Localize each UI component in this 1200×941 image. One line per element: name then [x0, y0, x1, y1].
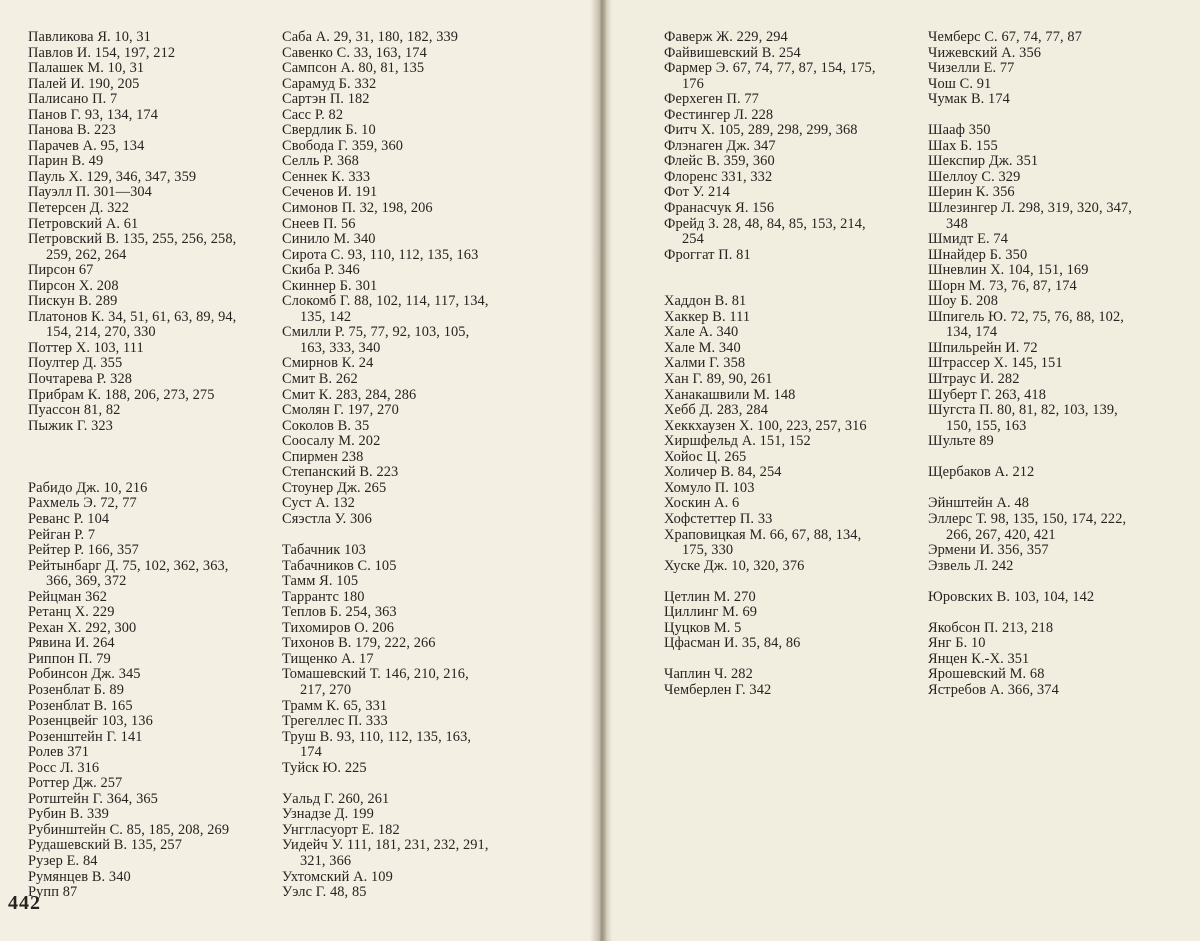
section-gap	[28, 465, 236, 481]
index-entry: Скиба Р. 346	[282, 262, 360, 279]
index-entry: Панов Г. 93, 134, 174	[28, 106, 159, 123]
index-entry: Роттер Дж. 257	[28, 775, 123, 792]
index-entry: Рубин В. 339	[28, 806, 109, 823]
index-entry: Павлов И. 154, 197, 212	[28, 44, 176, 61]
index-entry: Янг Б. 10	[928, 635, 986, 652]
index-entry: Шекспир Дж. 351	[928, 153, 1039, 170]
index-entry: Теплов Б. 254, 363	[282, 604, 397, 621]
index-entry: Шугста П. 80, 81, 82, 103, 139,	[928, 402, 1118, 419]
index-entry: Туйск Ю. 225	[282, 759, 367, 776]
index-entry: Хале А. 340	[664, 324, 739, 341]
index-entry: Храповицкая М. 66, 67, 88, 134,	[664, 526, 862, 543]
index-entry: Флоренс 331, 332	[664, 168, 773, 185]
index-entry: Пирсон Х. 208	[28, 277, 119, 294]
index-entry: Сасс Р. 82	[282, 106, 344, 123]
index-entry: Шуберт Г. 263, 418	[928, 386, 1046, 403]
index-entry: Розенблат Б. 89	[28, 681, 125, 698]
index-entry-continuation: 150, 155, 163	[946, 417, 1027, 434]
index-entry: Рахмель Э. 72, 77	[28, 495, 137, 512]
index-entry: Пауль Х. 129, 346, 347, 359	[28, 168, 197, 185]
index-entry: Янцен К.-Х. 351	[928, 650, 1030, 667]
index-entry: Ролев 371	[28, 744, 90, 761]
index-entry: Ретанц Х. 229	[28, 604, 115, 621]
index-entry: Ханакашвили М. 148	[664, 386, 796, 403]
index-entry: Штраус И. 282	[928, 371, 1020, 388]
index-entry: Хофстеттер П. 33	[664, 510, 773, 527]
index-column-4	[928, 30, 1132, 699]
index-entry: Савенко С. 33, 163, 174	[282, 44, 427, 61]
index-entry: Эзвель Л. 242	[928, 557, 1014, 574]
index-entry: Хаккер В. 111	[664, 308, 751, 325]
page-number: 442	[8, 892, 41, 914]
index-entry: Таррантс 180	[282, 588, 365, 605]
index-entry: Шневлин Х. 104, 151, 169	[928, 262, 1089, 279]
index-entry: Палашек М. 10, 31	[28, 60, 145, 77]
index-entry: Фроггат П. 81	[664, 246, 751, 263]
index-column-2	[282, 30, 489, 901]
index-entry: Рейтынбарг Д. 75, 102, 362, 363,	[28, 557, 229, 574]
index-entry: Чумак В. 174	[928, 91, 1010, 108]
index-entry: Тихомиров О. 206	[282, 619, 395, 636]
index-entry: Соосалу М. 202	[282, 433, 381, 450]
index-entry: Петровский А. 61	[28, 215, 139, 232]
index-entry: Смит К. 283, 284, 286	[282, 386, 417, 403]
index-entry: Хиршфельд А. 151, 152	[664, 433, 811, 450]
index-entry-continuation: 348	[946, 215, 968, 232]
index-entry: Рехан Х. 292, 300	[28, 619, 137, 636]
index-entry-continuation: 135, 142	[300, 308, 352, 325]
index-entry: Пыжик Г. 323	[28, 417, 113, 434]
index-entry: Унггласуорт Е. 182	[282, 821, 400, 838]
index-entry: Цуцков М. 5	[664, 619, 742, 636]
index-entry: Холичер В. 84, 254	[664, 464, 782, 481]
index-entry: Ухтомский А. 109	[282, 868, 393, 885]
index-entry: Эллерс Т. 98, 135, 150, 174, 222,	[928, 510, 1127, 527]
section-gap	[664, 279, 876, 295]
index-entry: Рейцман 362	[28, 588, 107, 605]
index-entry: Флейс В. 359, 360	[664, 153, 775, 170]
index-entry: Хан Г. 89, 90, 261	[664, 371, 773, 388]
index-entry: Парин В. 49	[28, 153, 104, 170]
index-entry: Штрассер Х. 145, 151	[928, 355, 1063, 372]
index-entry: Платонов К. 34, 51, 61, 63, 89, 94,	[28, 308, 237, 325]
index-entry: Хуске Дж. 10, 320, 376	[664, 557, 805, 574]
index-entry: Шпильрейн И. 72	[928, 339, 1038, 356]
index-entry: Табачник 103	[282, 542, 366, 559]
index-entry-continuation: 176	[682, 75, 704, 92]
index-entry: Флэнаген Дж. 347	[664, 137, 776, 154]
index-entry: Тамм Я. 105	[282, 573, 359, 590]
index-entry: Прибрам К. 188, 206, 273, 275	[28, 386, 215, 403]
index-entry: Хаддон В. 81	[664, 293, 747, 310]
index-entry: Тищенко А. 17	[282, 650, 374, 667]
index-entry: Сампсон А. 80, 81, 135	[282, 60, 425, 77]
index-entry: Розенблат В. 165	[28, 697, 133, 714]
index-entry: Розенцвейг 103, 136	[28, 713, 153, 730]
index-entry: Рявина И. 264	[28, 635, 115, 652]
index-entry: Петерсен Д. 322	[28, 200, 129, 217]
section-gap	[664, 263, 876, 279]
index-entry: Сартэн П. 182	[282, 91, 370, 108]
index-entry: Синило М. 340	[282, 231, 376, 248]
index-entry: Цетлин М. 270	[664, 588, 756, 605]
index-entry: Рабидо Дж. 10, 216	[28, 479, 148, 496]
index-entry: Ярошевский М. 68	[928, 666, 1045, 683]
index-entry: Пискун В. 289	[28, 293, 118, 310]
section-gap	[928, 450, 1132, 466]
index-entry: Спирмен 238	[282, 448, 364, 465]
index-entry: Палисано П. 7	[28, 91, 118, 108]
index-entry: Цфасман И. 35, 84, 86	[664, 635, 801, 652]
section-gap	[664, 574, 876, 590]
index-entry: Чемберс С. 67, 74, 77, 87	[928, 29, 1082, 45]
index-entry-continuation: 163, 333, 340	[300, 339, 381, 356]
index-entry: Эрмени И. 356, 357	[928, 542, 1049, 559]
index-entry: Фрейд З. 28, 48, 84, 85, 153, 214,	[664, 215, 866, 232]
index-entry-continuation: 134, 174	[946, 324, 998, 341]
index-entry: Чаплин Ч. 282	[664, 666, 753, 683]
index-entry: Свобода Г. 359, 360	[282, 137, 404, 154]
index-entry: Шпигель Ю. 72, 75, 76, 88, 102,	[928, 308, 1124, 325]
index-entry-continuation: 154, 214, 270, 330	[46, 324, 156, 341]
section-gap	[282, 528, 489, 544]
index-entry: Шнайдер Б. 350	[928, 246, 1028, 263]
section-gap	[928, 108, 1132, 124]
index-entry-continuation: 259, 262, 264	[46, 246, 127, 263]
index-entry: Шорн М. 73, 76, 87, 174	[928, 277, 1077, 294]
section-gap	[928, 481, 1132, 497]
index-entry: Тихонов В. 179, 222, 266	[282, 635, 436, 652]
index-entry: Стоунер Дж. 265	[282, 479, 387, 496]
index-entry: Соколов В. 35	[282, 417, 370, 434]
index-entry: Щербаков А. 212	[928, 464, 1035, 481]
index-entry-continuation: 321, 366	[300, 852, 352, 869]
index-entry: Поттер Х. 103, 111	[28, 339, 144, 356]
index-entry: Розенштейн Г. 141	[28, 728, 143, 745]
section-gap	[282, 776, 489, 792]
index-entry: Сеннек К. 333	[282, 168, 371, 185]
index-entry: Хойос Ц. 265	[664, 448, 747, 465]
index-entry: Смолян Г. 197, 270	[282, 402, 399, 419]
index-entry: Павликова Я. 10, 31	[28, 29, 151, 45]
index-entry: Узнадзе Д. 199	[282, 806, 374, 823]
index-entry: Якобсон П. 213, 218	[928, 619, 1054, 636]
index-entry: Сарамуд Б. 332	[282, 75, 377, 92]
index-entry-continuation: 254	[682, 231, 704, 248]
index-entry: Чижевский А. 356	[928, 44, 1042, 61]
index-entry: Румянцев В. 340	[28, 868, 131, 885]
index-entry: Сеченов И. 191	[282, 184, 378, 201]
index-entry: Табачников С. 105	[282, 557, 397, 574]
index-entry: Сирота С. 93, 110, 112, 135, 163	[282, 246, 479, 263]
index-entry: Робинсон Дж. 345	[28, 666, 141, 683]
index-entry-continuation: 175, 330	[682, 542, 734, 559]
index-entry: Фестингер Л. 228	[664, 106, 774, 123]
index-entry: Шоу Б. 208	[928, 293, 999, 310]
index-entry: Чош С. 91	[928, 75, 992, 92]
index-entry: Поултер Д. 355	[28, 355, 123, 372]
index-entry: Фитч Х. 105, 289, 298, 299, 368	[664, 122, 858, 139]
index-entry: Рузер Е. 84	[28, 852, 98, 869]
index-entry: Чемберлен Г. 342	[664, 681, 772, 698]
index-entry: Хеккхаузен Х. 100, 223, 257, 316	[664, 417, 867, 434]
index-entry: Франасчук Я. 156	[664, 200, 775, 217]
index-entry-continuation: 217, 270	[300, 681, 352, 698]
index-entry: Ферхеген П. 77	[664, 91, 759, 108]
index-entry: Свердлик Б. 10	[282, 122, 376, 139]
index-entry: Рубинштейн С. 85, 185, 208, 269	[28, 821, 230, 838]
index-entry: Почтарева Р. 328	[28, 371, 133, 388]
index-entry: Шмидт Е. 74	[928, 231, 1009, 248]
section-gap	[928, 605, 1132, 621]
index-entry-continuation: 174	[300, 744, 322, 761]
index-entry: Шерин К. 356	[928, 184, 1015, 201]
index-entry: Смилли Р. 75, 77, 92, 103, 105,	[282, 324, 470, 341]
index-entry: Пирсон 67	[28, 262, 94, 279]
index-entry: Трегеллес П. 333	[282, 713, 388, 730]
index-entry: Рейтер Р. 166, 357	[28, 542, 139, 559]
index-entry: Росс Л. 316	[28, 759, 100, 776]
index-entry: Ротштейн Г. 364, 365	[28, 790, 158, 807]
index-entry: Шульте 89	[928, 433, 994, 450]
index-entry: Реванс Р. 104	[28, 510, 110, 527]
index-entry: Фаверж Ж. 229, 294	[664, 29, 788, 45]
index-entry: Рупп 87	[28, 884, 78, 901]
index-entry: Пауэлл П. 301—304	[28, 184, 152, 201]
index-entry: Смит В. 262	[282, 371, 358, 388]
index-entry: Риппон П. 79	[28, 650, 111, 667]
book-gutter	[590, 0, 612, 941]
index-entry: Юровских В. 103, 104, 142	[928, 588, 1095, 605]
index-entry: Уальд Г. 260, 261	[282, 790, 390, 807]
index-entry: Хомуло П. 103	[664, 479, 755, 496]
section-gap	[28, 450, 236, 466]
index-entry: Палей И. 190, 205	[28, 75, 140, 92]
index-entry: Шеллоу С. 329	[928, 168, 1021, 185]
index-entry: Панова В. 223	[28, 122, 116, 139]
index-entry: Суст А. 132	[282, 495, 355, 512]
section-gap	[928, 574, 1132, 590]
index-entry: Слокомб Г. 88, 102, 114, 117, 134,	[282, 293, 489, 310]
index-entry-continuation: 366, 369, 372	[46, 573, 127, 590]
index-entry: Трамм К. 65, 331	[282, 697, 388, 714]
index-entry: Шах Б. 155	[928, 137, 998, 154]
index-entry: Петровский В. 135, 255, 256, 258,	[28, 231, 237, 248]
index-entry: Хебб Д. 283, 284	[664, 402, 768, 419]
index-entry: Чизелли Е. 77	[928, 60, 1015, 77]
index-entry: Саба А. 29, 31, 180, 182, 339	[282, 29, 459, 45]
index-entry: Парачев А. 95, 134	[28, 137, 145, 154]
index-entry: Фот У. 214	[664, 184, 730, 201]
index-entry: Смирнов К. 24	[282, 355, 374, 372]
index-entry: Селль Р. 368	[282, 153, 359, 170]
index-entry: Степанский В. 223	[282, 464, 399, 481]
index-column-1	[28, 30, 236, 901]
section-gap	[28, 434, 236, 450]
index-entry: Пуассон 81, 82	[28, 402, 121, 419]
index-entry: Халми Г. 358	[664, 355, 746, 372]
index-entry: Уэлс Г. 48, 85	[282, 884, 367, 901]
index-entry: Фармер Э. 67, 74, 77, 87, 154, 175,	[664, 60, 876, 77]
index-entry: Хоскин А. 6	[664, 495, 740, 512]
index-entry: Скиннер Б. 301	[282, 277, 378, 294]
index-entry: Рудашевский В. 135, 257	[28, 837, 183, 854]
index-column-3	[664, 30, 876, 699]
section-gap	[664, 652, 876, 668]
index-entry: Шааф 350	[928, 122, 991, 139]
index-entry: Шлезингер Л. 298, 319, 320, 347,	[928, 200, 1132, 217]
index-entry: Томашевский Т. 146, 210, 216,	[282, 666, 469, 683]
index-entry: Ястребов А. 366, 374	[928, 681, 1059, 698]
index-entry: Хале М. 340	[664, 339, 741, 356]
index-entry: Циллинг М. 69	[664, 604, 758, 621]
index-entry-continuation: 266, 267, 420, 421	[946, 526, 1056, 543]
index-entry: Симонов П. 32, 198, 206	[282, 200, 433, 217]
index-entry: Сяэстла У. 306	[282, 510, 372, 527]
index-entry: Снеев П. 56	[282, 215, 356, 232]
index-entry: Уидейч У. 111, 181, 231, 232, 291,	[282, 837, 489, 854]
index-entry: Файвишевский В. 254	[664, 44, 801, 61]
index-entry: Труш В. 93, 110, 112, 135, 163,	[282, 728, 472, 745]
index-entry: Рейган Р. 7	[28, 526, 96, 543]
index-entry: Эйнштейн А. 48	[928, 495, 1030, 512]
